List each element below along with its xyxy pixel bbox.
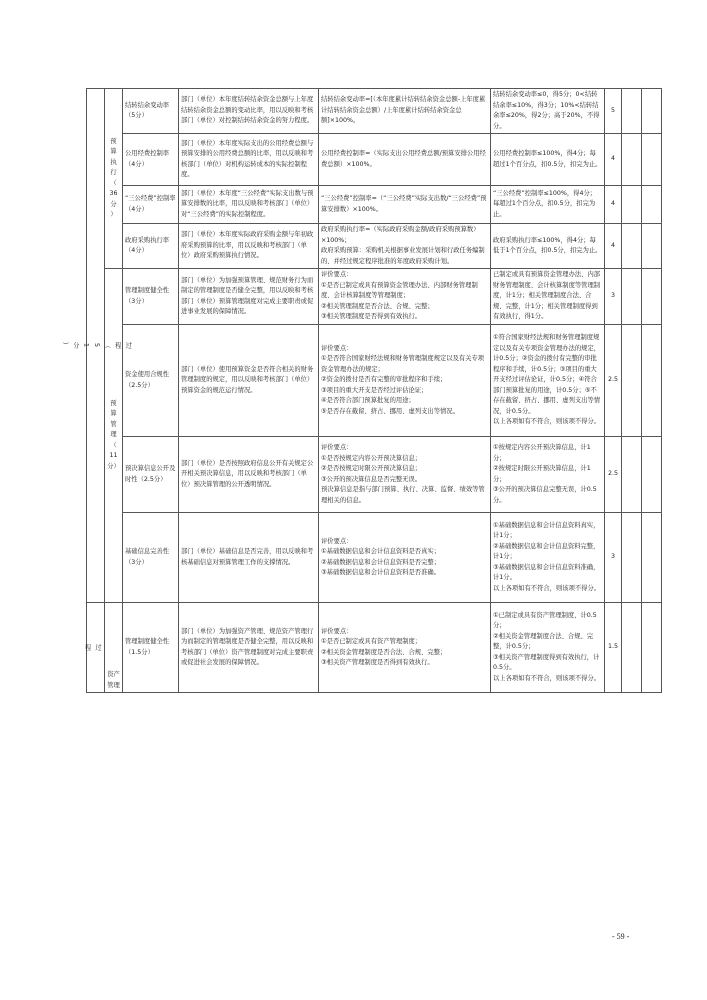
indicator-cell: 资金使用合规性 （2.5分）	[123, 325, 179, 437]
scoring-cell: “三公经费”控制率≤100%，得4分；每超过1个百分点，扣0.5分，扣完为止。	[491, 186, 605, 224]
definition-cell: 部门（单位）为加强预算管理、规范财务行为而制定的管理制度是否健全完整，用以反映和考核部门（单位）预算管理制度对完成主要职责或促进事业发展的保障情况。	[179, 269, 319, 325]
blank-cell	[622, 89, 642, 134]
blank-cell	[622, 603, 642, 693]
blank-cell	[622, 325, 642, 437]
blank-cell	[622, 186, 642, 224]
table-row	[87, 224, 662, 269]
score-cell: 1.5	[605, 603, 622, 693]
level2-budget-exec-cell: 预 算 执 行 （ 36 分 ）	[105, 89, 123, 269]
definition-cell: 部门（单位）使用预算资金是否符合相关的财务管理制度的规定，用以反映和考核部门（单位）预算资金的规范运行情况。	[179, 325, 319, 437]
table-row	[87, 437, 662, 513]
blank-cell	[642, 513, 662, 603]
formula-cell: 评价要点： ①是否符合国家财经法规和财务管理制度规定以及有关专项资金管理办法的规定； ②资金的拨付是否有完整的审批程序和手续； ③项目的重大开支是否经过评估论证； ④是否符合部门预算批复的用途； ⑤是否存在截留、挤占、挪用、虚列支出等情况。	[319, 325, 491, 437]
definition-cell: 部门（单位）本年度实际支出的公用经费总额与预算安排的公用经费总额的比率，用以反映和考核部门（单位）对机构运转成本的实际控制程度。	[179, 134, 319, 186]
level2-budget-mgmt-cell: 预 算 管 理 （ 11 分）	[105, 269, 123, 603]
formula-cell: 评价要点： ①基础数据信息和会计信息资料是否真实； ②基础数据信息和会计信息资料是否完整； ③基础数据信息和会计信息资料是否准确。	[319, 513, 491, 603]
indicator-cell: 公用经费控制率 （4分）	[123, 134, 179, 186]
indicator-cell: 管理制度健全性 （1.5分）	[123, 603, 179, 693]
indicator-cell: 基础信息完善性 （3分）	[123, 513, 179, 603]
evaluation-table	[61, 88, 662, 693]
score-cell: 4	[605, 186, 622, 224]
definition-cell: 部门（单位）为加强资产管理、规范资产管理行为而制定的管理制度是否健全完整，用以反映和考核部门（单位）资产管理制度对完成主要职责或促进社会发展的保障情况。	[179, 603, 319, 693]
blank-cell	[642, 269, 662, 325]
scoring-cell: 政府采购执行率≤100%，得4分；每低于1个百分点，扣0.5分，扣完为止。	[491, 224, 605, 269]
scoring-cell: ①基础数据信息和会计信息资料真实，计1分； ②基础数据信息和会计信息资料完整，计1分； ③基础数据信息和会计信息资料准确，计1分。 以上各项如有不符合，则该项不得分。	[491, 513, 605, 603]
scoring-cell: 结转结余变动率≤0，得5分；0<结转结余率≤10%，得3分；10%<结转结余率≤20%，得2分；高于20%，不得分。	[491, 89, 605, 134]
score-cell: 3	[605, 269, 622, 325]
score-cell: 4	[605, 134, 622, 186]
definition-cell: 部门（单位）本年度结转结余资金总额与上年度结转结余资金总额的变动比率，用以反映和考核部门（单位）对控制结转结余资金的努力程度。	[179, 89, 319, 134]
blank-cell	[622, 513, 642, 603]
score-cell: 2.5	[605, 437, 622, 513]
blank-cell	[622, 437, 642, 513]
blank-cell	[622, 269, 642, 325]
table-row	[87, 603, 662, 693]
definition-cell: 部门（单位）基础信息是否完善，用以反映和考核基础信息对预算管理工作的支撑情况。	[179, 513, 319, 603]
table-row	[87, 325, 662, 437]
scoring-cell: ①已制定或具有资产管理制度，计0.5分； ②相关资金管理制度合法、合规、完整，计0.5分； ③相关资产管理制度得到有效执行，计0.5分。 以上各项如有不符合，则该项不得分。	[491, 603, 605, 693]
blank-cell	[642, 186, 662, 224]
formula-cell: 评价要点： ①是否已制定或具有预算资金管理办法、内部财务管理制度、会计核算制度等管理制度； ②相关管理制度是否合法、合规、完整； ③相关管理制度是否得到有效执行。	[319, 269, 491, 325]
indicator-cell: 管理制度健全性 （3分）	[123, 269, 179, 325]
indicator-cell: 结转结余变动率 （5分）	[123, 89, 179, 134]
scoring-cell: 已制定或具有预算资金管理办法、内部财务管理制度、会计核算制度等管理制度，计1分；相关管理制度合法、合规、完整，计1分；相关管理制度得到有效执行，得1分。	[491, 269, 605, 325]
table-row	[87, 186, 662, 224]
indicator-cell: 政府采购执行率 （4分）	[123, 224, 179, 269]
table-row	[87, 513, 662, 603]
definition-cell: 部门（单位）本年度实际政府采购金额与年初政府采购预算的比率，用以反映和考核部门（单位）政府采购预算执行情况。	[179, 224, 319, 269]
formula-cell: 公用经费控制率=（实际支出公用经费总额/预算安排公用经费总额）×100%。	[319, 134, 491, 186]
definition-cell: 部门（单位）是否按照政府信息公开有关规定公开相关预决算信息，用以反映和考核部门（单位）预决算管理的公开透明情况。	[179, 437, 319, 513]
blank-cell	[642, 437, 662, 513]
blank-cell	[642, 224, 662, 269]
score-cell: 5	[605, 89, 622, 134]
blank-cell	[642, 603, 662, 693]
blank-cell	[642, 134, 662, 186]
level1-process-cell: 过 程 （ 5 1 分 ）	[87, 89, 105, 603]
indicator-cell: “三公经费”控制率（4分）	[123, 186, 179, 224]
table-row	[87, 269, 662, 325]
level1-process-cell-2: 过 程	[87, 603, 105, 693]
score-cell: 4	[605, 224, 622, 269]
scoring-cell: 公用经费控制率≤100%，得4分；每超过1个百分点，扣0.5分，扣完为止。	[491, 134, 605, 186]
formula-cell: 结转结余变动率=[（本年度累计结转结余资金总额-上年度累计结转结余资金总额）/上年度累计结转结余资金总额]×100%。	[319, 89, 491, 134]
scoring-cell: ①按规定内容公开预决算信息，计1分； ②按规定时限公开预决算信息，计1分； ③公开的预决算信息完整无误，计0.5分。	[491, 437, 605, 513]
indicator-cell: 预决算信息公开及时性（2.5分）	[123, 437, 179, 513]
formula-cell: 评价要点： ①是否已制定或具有资产管理制度； ②相关资金管理制度是否合法、合规、完整； ③相关资产管理制度是否得到有效执行。	[319, 603, 491, 693]
definition-cell: 部门（单位）本年度“三公经费”实际支出数与预算安排数的比率，用以反映和考核部门（单位）对“三公经费”的实际控制程度。	[179, 186, 319, 224]
formula-cell: 评价要点： ①是否按规定内容公开预决算信息； ②是否按规定时限公开预决算信息； ③公开的预决算信息是否完整无误。 预决算信息是指与部门预算、执行、决算、监督、绩效等管理相关的信息。	[319, 437, 491, 513]
score-cell: 3	[605, 513, 622, 603]
blank-cell	[642, 89, 662, 134]
page-number: - 59 -	[612, 932, 630, 941]
formula-cell: “三公经费”控制率=（“三公经费”实际支出数/“三公经费”预算安排数）×100%。	[319, 186, 491, 224]
score-cell: 2.5	[605, 325, 622, 437]
formula-cell: 政府采购执行率=（实际政府采购金额/政府采购预算数）×100%； 政府采购预算：采购机关根据事业发展计划和行政任务编制的、并经过规定程序批准的年度政府采购计划。	[319, 224, 491, 269]
level2-asset-mgmt-cell: 资产 管理	[105, 603, 123, 693]
blank-cell	[642, 325, 662, 437]
scoring-cell: ①符合国家财经法规和财务管理制度规定以及有关专项资金管理办法的规定，计0.5分；②资金的拨付有完整的审批程序和手续，计0.5分；③项目的重大开支经过评估论证，计0.5分；④符合部门预算批复的用途，计0.5分；⑤不存在截留、挤占、挪用、虚列支出等情况，计0.5分。 以上各项如有不符合，则该项不得分。	[491, 325, 605, 437]
table-row	[87, 134, 662, 186]
table-row	[87, 89, 662, 134]
blank-cell	[622, 134, 642, 186]
blank-cell	[622, 224, 642, 269]
